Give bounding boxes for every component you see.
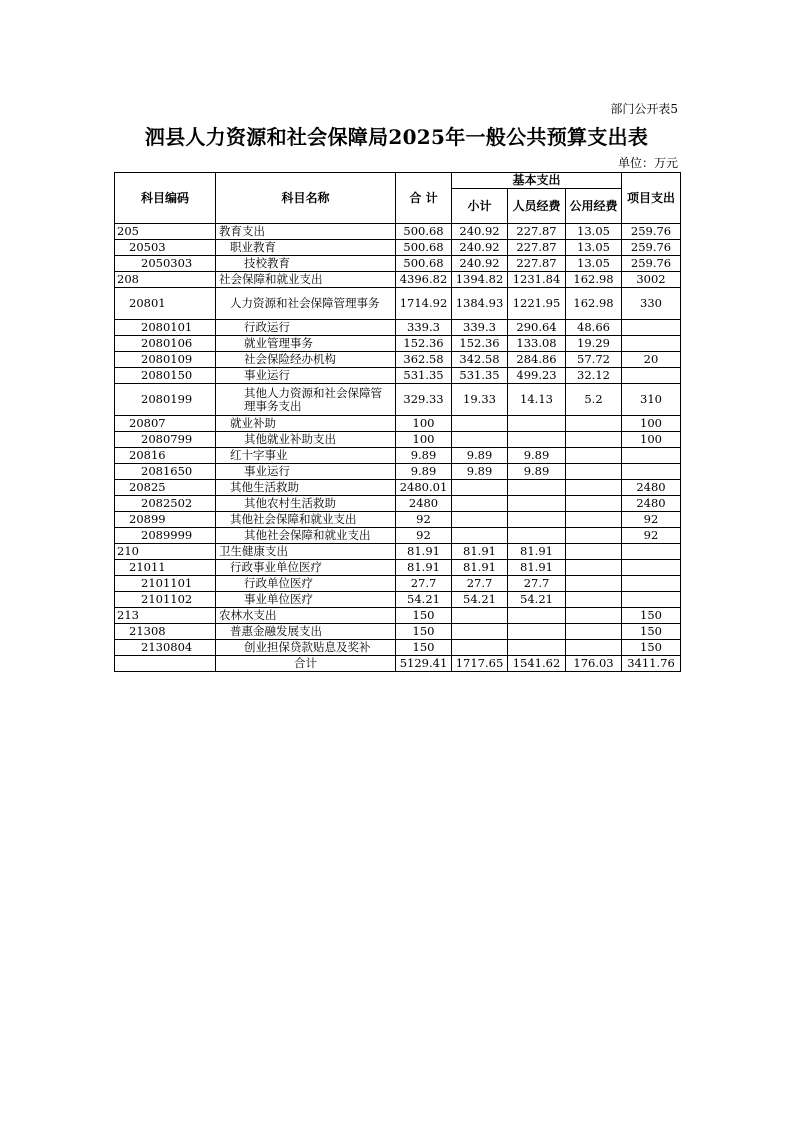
subtotal-cell: 81.91: [452, 544, 508, 560]
public-cell: 32.12: [566, 368, 622, 384]
total-cell: 9.89: [396, 448, 452, 464]
total-public: 176.03: [566, 656, 622, 672]
public-cell: [566, 560, 622, 576]
subtotal-cell: 54.21: [452, 592, 508, 608]
subtotal-cell: 531.35: [452, 368, 508, 384]
subtotal-cell: 342.58: [452, 352, 508, 368]
total-cell: 4396.82: [396, 272, 452, 288]
name-cell: 事业运行: [216, 464, 396, 480]
total-cell: 2480: [396, 496, 452, 512]
subtotal-cell: 9.89: [452, 464, 508, 480]
code-cell: 20825: [115, 480, 216, 496]
table-row: [115, 352, 681, 368]
table-row: [115, 528, 681, 544]
personnel-cell: 227.87: [508, 224, 566, 240]
table-row: [115, 640, 681, 656]
code-cell: 2101101: [115, 576, 216, 592]
public-cell: [566, 512, 622, 528]
public-cell: [566, 624, 622, 640]
total-cell: 531.35: [396, 368, 452, 384]
table-row: [115, 416, 681, 432]
project-cell: [622, 544, 681, 560]
header-name: 科目名称: [216, 173, 396, 224]
name-cell: 社会保障和就业支出: [216, 272, 396, 288]
total-cell: 81.91: [396, 544, 452, 560]
project-cell: 92: [622, 528, 681, 544]
total-cell: 54.21: [396, 592, 452, 608]
public-cell: [566, 464, 622, 480]
personnel-cell: 27.7: [508, 576, 566, 592]
header-personnel: 人员经费: [508, 189, 566, 224]
table-row: [115, 560, 681, 576]
public-cell: [566, 480, 622, 496]
project-cell: [622, 320, 681, 336]
name-cell: 卫生健康支出: [216, 544, 396, 560]
project-cell: 150: [622, 608, 681, 624]
code-cell: 2080199: [115, 384, 216, 416]
table-row: [115, 576, 681, 592]
code-cell: 208: [115, 272, 216, 288]
code-cell: 210: [115, 544, 216, 560]
name-cell: 其他社会保障和就业支出: [216, 512, 396, 528]
name-cell: 其他农村生活救助: [216, 496, 396, 512]
project-cell: [622, 336, 681, 352]
name-cell: 行政单位医疗: [216, 576, 396, 592]
personnel-cell: 54.21: [508, 592, 566, 608]
total-cell: 92: [396, 528, 452, 544]
code-cell: 20807: [115, 416, 216, 432]
personnel-cell: 227.87: [508, 256, 566, 272]
public-cell: 19.29: [566, 336, 622, 352]
public-cell: 57.72: [566, 352, 622, 368]
subtotal-cell: 19.33: [452, 384, 508, 416]
project-cell: 92: [622, 512, 681, 528]
subtotal-cell: 1394.82: [452, 272, 508, 288]
code-cell: 2130804: [115, 640, 216, 656]
code-cell: 2080106: [115, 336, 216, 352]
subtotal-cell: 339.3: [452, 320, 508, 336]
public-cell: [566, 544, 622, 560]
total-cell: 152.36: [396, 336, 452, 352]
public-cell: 162.98: [566, 272, 622, 288]
total-amount: 5129.41: [396, 656, 452, 672]
project-cell: 310: [622, 384, 681, 416]
code-cell: 2080799: [115, 432, 216, 448]
subtotal-cell: [452, 624, 508, 640]
personnel-cell: 9.89: [508, 464, 566, 480]
total-cell: 339.3: [396, 320, 452, 336]
subtotal-cell: [452, 496, 508, 512]
table-row: [115, 288, 681, 320]
public-cell: [566, 528, 622, 544]
personnel-cell: 499.23: [508, 368, 566, 384]
table-row: [115, 496, 681, 512]
code-cell: 21011: [115, 560, 216, 576]
public-cell: 162.98: [566, 288, 622, 320]
table-row: [115, 256, 681, 272]
subtotal-cell: 240.92: [452, 240, 508, 256]
project-cell: 150: [622, 640, 681, 656]
total-cell: 2480.01: [396, 480, 452, 496]
public-cell: [566, 496, 622, 512]
subtotal-cell: [452, 480, 508, 496]
header-subtotal: 小计: [452, 189, 508, 224]
total-cell: 150: [396, 608, 452, 624]
project-cell: 259.76: [622, 224, 681, 240]
public-cell: 48.66: [566, 320, 622, 336]
project-cell: [622, 560, 681, 576]
total-cell: 1714.92: [396, 288, 452, 320]
unit-label: 单位：万元: [617, 156, 678, 170]
name-cell: 事业运行: [216, 368, 396, 384]
name-cell: 其他社会保障和就业支出: [216, 528, 396, 544]
public-cell: [566, 608, 622, 624]
public-cell: [566, 576, 622, 592]
code-cell: 2082502: [115, 496, 216, 512]
code-cell: 2081650: [115, 464, 216, 480]
name-cell: 教育支出: [216, 224, 396, 240]
header-project: 项目支出: [622, 173, 681, 224]
table-row: [115, 608, 681, 624]
name-cell: 红十字事业: [216, 448, 396, 464]
personnel-cell: 81.91: [508, 544, 566, 560]
personnel-cell: 81.91: [508, 560, 566, 576]
header-public: 公用经费: [566, 189, 622, 224]
total-cell: 150: [396, 624, 452, 640]
public-cell: 13.05: [566, 224, 622, 240]
subtotal-cell: [452, 432, 508, 448]
personnel-cell: 1221.95: [508, 288, 566, 320]
name-cell: 就业管理事务: [216, 336, 396, 352]
name-cell: 普惠金融发展支出: [216, 624, 396, 640]
table-row: [115, 320, 681, 336]
table-row: [115, 384, 681, 416]
total-cell: 27.7: [396, 576, 452, 592]
name-cell: 技校教育: [216, 256, 396, 272]
total-cell: 500.68: [396, 240, 452, 256]
total-cell: 92: [396, 512, 452, 528]
name-cell: 行政运行: [216, 320, 396, 336]
personnel-cell: [508, 640, 566, 656]
public-cell: 5.2: [566, 384, 622, 416]
public-cell: [566, 432, 622, 448]
project-cell: 20: [622, 352, 681, 368]
code-cell: 2080109: [115, 352, 216, 368]
subtotal-cell: 240.92: [452, 224, 508, 240]
total-cell: 81.91: [396, 560, 452, 576]
subtotal-cell: [452, 528, 508, 544]
table-row: [115, 592, 681, 608]
public-cell: [566, 592, 622, 608]
form-number: 部门公开表5: [610, 102, 678, 116]
total-label: 合计: [216, 656, 396, 672]
project-cell: [622, 576, 681, 592]
personnel-cell: [508, 512, 566, 528]
project-cell: 2480: [622, 480, 681, 496]
page-title: 泗县人力资源和社会保障局2025年一般公共预算支出表: [144, 125, 649, 149]
table-body: [115, 224, 681, 656]
project-cell: [622, 448, 681, 464]
personnel-cell: [508, 496, 566, 512]
name-cell: 其他生活救助: [216, 480, 396, 496]
subtotal-cell: 1384.93: [452, 288, 508, 320]
table-row: [115, 432, 681, 448]
header-basic: 基本支出: [452, 173, 622, 189]
code-cell: 2080101: [115, 320, 216, 336]
code-cell: 20801: [115, 288, 216, 320]
project-cell: [622, 368, 681, 384]
project-cell: 330: [622, 288, 681, 320]
personnel-cell: [508, 608, 566, 624]
total-cell: 9.89: [396, 464, 452, 480]
code-cell: 205: [115, 224, 216, 240]
subtotal-cell: 152.36: [452, 336, 508, 352]
public-cell: 13.05: [566, 240, 622, 256]
name-cell: 事业单位医疗: [216, 592, 396, 608]
total-cell: 100: [396, 432, 452, 448]
personnel-cell: [508, 416, 566, 432]
public-cell: [566, 448, 622, 464]
total-project: 3411.76: [622, 656, 681, 672]
name-cell: 其他就业补助支出: [216, 432, 396, 448]
personnel-cell: [508, 480, 566, 496]
table-row: [115, 240, 681, 256]
table-header: [115, 173, 681, 224]
name-cell: 行政事业单位医疗: [216, 560, 396, 576]
total-cell: 100: [396, 416, 452, 432]
project-cell: 2480: [622, 496, 681, 512]
header-code: 科目编码: [115, 173, 216, 224]
personnel-cell: [508, 528, 566, 544]
total-personnel: 1541.62: [508, 656, 566, 672]
public-cell: 13.05: [566, 256, 622, 272]
code-cell: 21308: [115, 624, 216, 640]
total-cell: 362.58: [396, 352, 452, 368]
code-cell: 2101102: [115, 592, 216, 608]
project-cell: [622, 592, 681, 608]
subtotal-cell: [452, 640, 508, 656]
name-cell: 创业担保贷款贴息及奖补: [216, 640, 396, 656]
subtotal-cell: [452, 512, 508, 528]
public-cell: [566, 416, 622, 432]
total-cell: 329.33: [396, 384, 452, 416]
table-row: [115, 544, 681, 560]
project-cell: 259.76: [622, 256, 681, 272]
code-cell: 20503: [115, 240, 216, 256]
personnel-cell: 133.08: [508, 336, 566, 352]
name-cell: 农林水支出: [216, 608, 396, 624]
personnel-cell: 1231.84: [508, 272, 566, 288]
table-row: [115, 624, 681, 640]
table-row: [115, 512, 681, 528]
code-cell: 20899: [115, 512, 216, 528]
name-cell: 其他人力资源和社会保障管理事务支出: [216, 384, 396, 416]
table-row: [115, 272, 681, 288]
budget-table: [114, 172, 681, 672]
subtotal-cell: 81.91: [452, 560, 508, 576]
code-cell: 213: [115, 608, 216, 624]
total-cell: 500.68: [396, 224, 452, 240]
table-row: [115, 448, 681, 464]
name-cell: 就业补助: [216, 416, 396, 432]
subtotal-cell: 240.92: [452, 256, 508, 272]
project-cell: 259.76: [622, 240, 681, 256]
personnel-cell: 284.86: [508, 352, 566, 368]
table-row: [115, 480, 681, 496]
subtotal-cell: 9.89: [452, 448, 508, 464]
code-cell: 20816: [115, 448, 216, 464]
subtotal-cell: [452, 608, 508, 624]
project-cell: 100: [622, 432, 681, 448]
personnel-cell: 290.64: [508, 320, 566, 336]
name-cell: 职业教育: [216, 240, 396, 256]
project-cell: 150: [622, 624, 681, 640]
total-row: [115, 656, 681, 672]
personnel-cell: 227.87: [508, 240, 566, 256]
personnel-cell: 9.89: [508, 448, 566, 464]
code-cell: 2089999: [115, 528, 216, 544]
project-cell: [622, 464, 681, 480]
total-subtotal: 1717.65: [452, 656, 508, 672]
total-cell: 500.68: [396, 256, 452, 272]
subtotal-cell: 27.7: [452, 576, 508, 592]
code-cell: 2050303: [115, 256, 216, 272]
total-cell: 150: [396, 640, 452, 656]
project-cell: 100: [622, 416, 681, 432]
subtotal-cell: [452, 416, 508, 432]
total-code-cell: [115, 656, 216, 672]
table-row: [115, 464, 681, 480]
personnel-cell: [508, 624, 566, 640]
personnel-cell: 14.13: [508, 384, 566, 416]
personnel-cell: [508, 432, 566, 448]
header-total: 合 计: [396, 173, 452, 224]
table-row: [115, 336, 681, 352]
project-cell: 3002: [622, 272, 681, 288]
name-cell: 人力资源和社会保障管理事务: [216, 288, 396, 320]
name-cell: 社会保险经办机构: [216, 352, 396, 368]
table-row: [115, 224, 681, 240]
table-row: [115, 368, 681, 384]
public-cell: [566, 640, 622, 656]
code-cell: 2080150: [115, 368, 216, 384]
